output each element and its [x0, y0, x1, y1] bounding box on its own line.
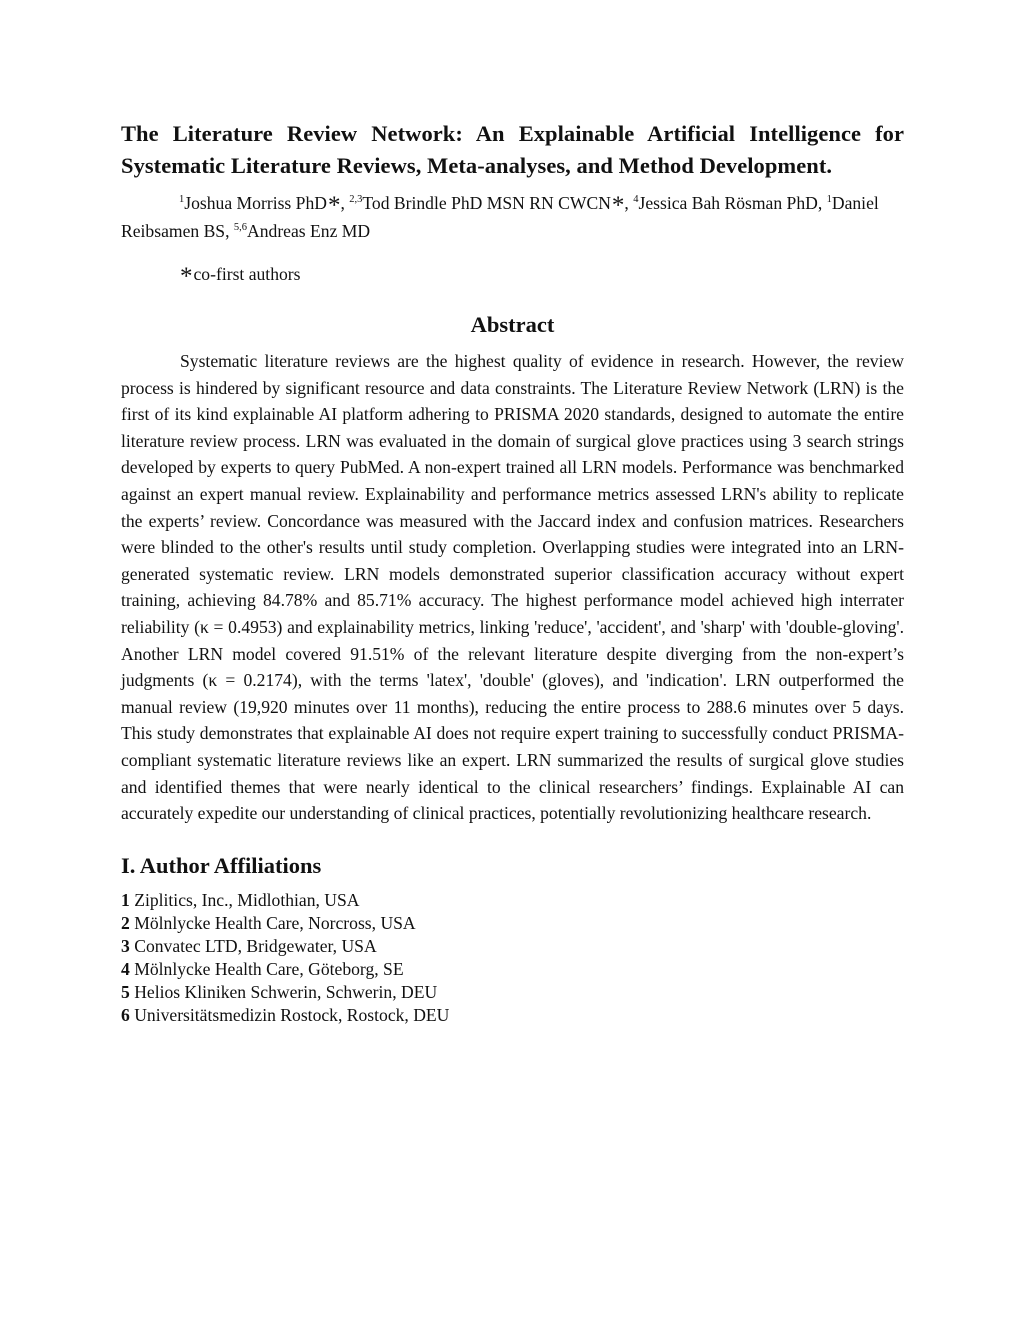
affiliation-text: Universitätsmedizin Rostock, Rostock, DEU: [134, 1004, 450, 1025]
co-first-star: *: [611, 192, 625, 219]
co-first-note: [121, 260, 904, 288]
author-name: Jessica Bah Rösman PhD,: [638, 193, 823, 213]
author-name: Tod Brindle PhD MSN RN CWCN: [362, 193, 611, 213]
author-item: [234, 221, 370, 241]
author-affil-sup: 4: [633, 194, 639, 205]
paper-page: [121, 118, 904, 1027]
co-first-star: *: [327, 192, 341, 219]
abstract-body: Systematic literature reviews are the highest quality of evidence in research. However, the review process is hindered by significant resource and data constraints. The Literature Review Network (LRN) is the first of its kind explainable AI platform adhering to PRISMA 2020 standards, designed to automate the entire literature review process. LRN was evaluated in the domain of surgical glove practices using 3 search strings developed by experts to query PubMed. A non-expert trained all LRN models. Performance was benchmarked against an expert manual review. Explainability and performance metrics assessed LRN's ability to replicate the experts’ review. Concordance was measured with the Jaccard index and confusion matrices. Researchers were blinded to the other's results until study completion. Overlapping studies were integrated into an LRN-generated systematic review. LRN models demonstrated superior classification accuracy without expert training, achieving 84.78% and 85.71% accuracy. The highest performance model achieved high interrater reliability (κ = 0.4953) and explainability metrics, linking 'reduce', 'accident', and 'sharp' with 'double-gloving'. Another LRN model covered 91.51% of the relevant literature despite diverging from the non-expert’s judgments (κ = 0.2174), with the terms 'latex', 'double' (gloves), and 'indication'. LRN outperformed the manual review (19,920 minutes over 11 months), reducing the entire process to 288.6 minutes over 5 days. This study demonstrates that explainable AI does not require expert training to successfully conduct PRISMA-compliant systematic literature reviews like an expert. LRN summarized the results of surgical glove studies and identified themes that were nearly identical to the clinical researchers’ findings. Explainable AI can accurately expedite our understanding of clinical practices, potentially revolutionizing healthcare research.: [121, 351, 904, 824]
author-affil-sup: 5,6: [233, 222, 248, 233]
author-affil-sup: 1: [179, 194, 185, 205]
paper-title: The Literature Review Network: An Explainable Artificial Intelligence for Systematic Literature Reviews, Meta-analyses, and Method Development.: [121, 121, 904, 178]
affiliation-number: 6: [121, 1004, 130, 1025]
affiliation-number: 1: [121, 889, 130, 910]
abstract-heading: Abstract: [470, 312, 555, 337]
affiliation-item: [121, 912, 904, 935]
author-item: $^1$Joshua Morriss PhD*,: [179, 192, 350, 219]
affiliation-item: [121, 889, 904, 912]
co-first-star: *: [180, 263, 193, 290]
affiliations-list: [121, 889, 904, 1027]
affiliation-text: Mölnlycke Health Care, Norcross, USA: [134, 912, 416, 933]
author-name: Joshua Morriss PhD: [184, 193, 327, 213]
affiliation-item: [121, 1004, 904, 1027]
author-name: Daniel Reibsamen BS: [121, 193, 879, 241]
affiliation-text: Ziplitics, Inc., Midlothian, USA: [134, 889, 360, 910]
affiliation-text: Convatec LTD, Bridgewater, USA: [134, 935, 377, 956]
author-affil-sup: 1: [826, 194, 832, 205]
author-item: $^{2,3}$Tod Brindle PhD MSN RN CWCN*,: [349, 192, 634, 219]
affiliation-number: 5: [121, 981, 130, 1002]
affiliation-item: [121, 958, 904, 981]
affiliation-text: Mölnlycke Health Care, Göteborg, SE: [134, 958, 404, 979]
affiliations-heading: I. Author Affiliations: [121, 852, 322, 878]
author-line: [121, 189, 904, 245]
affiliation-item: [121, 981, 904, 1004]
affiliation-item: [121, 935, 904, 958]
author-item: [633, 193, 826, 213]
affiliation-number: 4: [121, 958, 130, 979]
affiliation-number: 2: [121, 912, 130, 933]
author-item: $^1$Daniel Reibsamen BS,: [121, 193, 879, 241]
co-first-note-text: co-first authors: [193, 264, 301, 284]
author-affil-sup: 2,3: [349, 194, 363, 205]
author-name: Andreas Enz MD: [247, 221, 371, 241]
affiliation-number: 3: [121, 935, 130, 956]
affiliation-text: Helios Kliniken Schwerin, Schwerin, DEU: [134, 981, 438, 1002]
